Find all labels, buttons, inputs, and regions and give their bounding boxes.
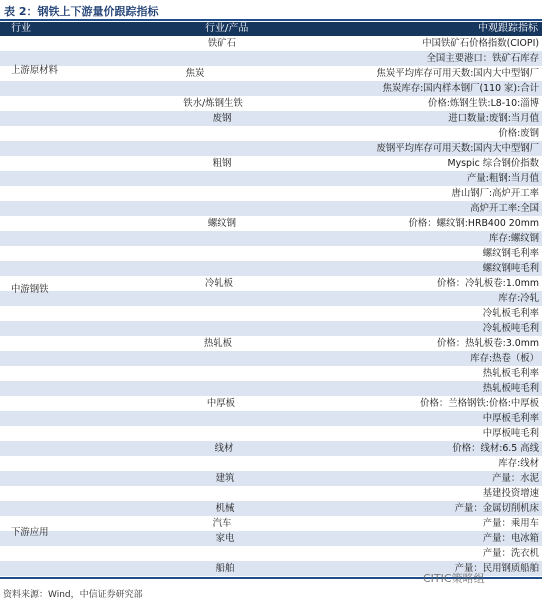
category-label: 下游应用 <box>11 527 49 538</box>
indicator-cell: 库存:热卷（板） <box>470 353 539 364</box>
table-row <box>0 336 542 351</box>
product-cell: 热轧板 <box>203 338 233 349</box>
product-cell: 家电 <box>215 533 235 544</box>
table-row <box>0 456 542 471</box>
table-row <box>0 486 542 501</box>
indicator-cell: 价格：兰格钢铁:价格:中厚板 <box>420 398 539 409</box>
indicator-cell: 焦炭平均库存可用天数:国内大中型钢厂 <box>376 68 539 79</box>
table-row <box>0 201 542 216</box>
indicator-cell: 产量：洗衣机 <box>482 548 539 559</box>
product-cell: 铁水/炼钢生铁 <box>183 98 243 109</box>
product-cell: 中厚板 <box>206 398 236 409</box>
table-row <box>0 441 542 456</box>
header-indicator: 中观跟踪指标 <box>478 23 538 34</box>
table-title: 表 2：钢铁上下游量价跟踪指标 <box>4 5 159 18</box>
table-row <box>0 216 542 231</box>
table-row <box>0 96 542 111</box>
indicator-cell: 产量：民用钢质船舶 <box>454 563 539 574</box>
table-row <box>0 306 542 321</box>
indicator-cell: 废钢平均库存可用天数:国内大中型钢厂 <box>376 143 539 154</box>
table-row <box>0 531 542 546</box>
indicator-cell: 中厚板毛利率 <box>482 413 539 424</box>
product-cell: 船舶 <box>215 563 235 574</box>
indicator-cell: 基建投资增速 <box>482 488 539 499</box>
indicator-cell: 中国铁矿石价格指数(CIOPI) <box>422 38 539 49</box>
table-row <box>0 111 542 126</box>
indicator-cell: 库存:螺纹钢 <box>488 233 539 244</box>
indicator-cell: 库存:线材 <box>498 458 539 469</box>
table-row <box>0 51 542 66</box>
table-row <box>0 516 542 531</box>
indicator-cell: 产量：金属切削机床 <box>454 503 539 514</box>
product-cell: 机械 <box>215 503 235 514</box>
product-cell: 线材 <box>214 443 234 454</box>
indicator-cell: 全国主要港口：铁矿石库存 <box>426 53 539 64</box>
table-row <box>0 351 542 366</box>
indicator-cell: 产量：电冰箱 <box>482 533 539 544</box>
table-row <box>0 501 542 516</box>
product-cell: 焦炭 <box>185 68 205 79</box>
table-row <box>0 276 542 291</box>
header-product: 行业/产品 <box>205 23 249 34</box>
indicator-cell: 产量：水泥 <box>492 473 539 484</box>
table-row <box>0 321 542 336</box>
table-row <box>0 396 542 411</box>
table-row <box>0 261 542 276</box>
indicator-cell: 中厚板吨毛利 <box>482 428 539 439</box>
indicator-cell: 库存:冷轧 <box>498 293 539 304</box>
indicator-cell: 冷轧板吨毛利 <box>482 323 539 334</box>
product-cell: 冷轧板 <box>204 278 234 289</box>
indicator-cell: Myspic 综合钢价指数 <box>447 158 539 169</box>
watermark: CITIC策略组 <box>423 572 485 585</box>
product-cell: 建筑 <box>215 473 235 484</box>
product-cell: 粗钢 <box>212 158 232 169</box>
indicator-cell: 价格：热轧板卷:3.0mm <box>437 338 539 349</box>
indicator-cell: 产量:粗钢:当月值 <box>467 173 539 184</box>
category-label: 中游钢铁 <box>11 284 49 295</box>
indicator-cell: 冷轧板毛利率 <box>482 308 539 319</box>
table-row <box>0 66 542 81</box>
table-row <box>0 186 542 201</box>
indicator-cell: 价格：螺纹钢:HRB400 20mm <box>408 218 539 229</box>
indicator-cell: 价格：线材:6.5 高线 <box>452 443 539 454</box>
indicator-cell: 价格:炼钢生铁:L8-10:淄博 <box>428 98 539 109</box>
indicator-cell: 螺纹钢吨毛利 <box>482 263 539 274</box>
indicator-cell: 唐山钢厂:高炉开工率 <box>451 188 539 199</box>
header-industry: 行业 <box>11 23 31 34</box>
table-body <box>0 36 542 576</box>
table-row <box>0 546 542 561</box>
product-cell: 废钢 <box>212 113 232 124</box>
product-cell: 铁矿石 <box>207 38 237 49</box>
source-note: 资料来源：Wind，中信证券研究部 <box>3 590 143 600</box>
table-row <box>0 291 542 306</box>
indicator-cell: 螺纹钢毛利率 <box>482 248 539 259</box>
indicator-cell: 价格:废钢 <box>498 128 539 139</box>
table-row <box>0 81 542 96</box>
table-row <box>0 426 542 441</box>
product-cell: 螺纹钢 <box>207 218 237 229</box>
indicator-cell: 高炉开工率:全国 <box>470 203 539 214</box>
table-row <box>0 156 542 171</box>
indicator-cell: 热轧板毛利率 <box>482 368 539 379</box>
category-label: 上游原材料 <box>11 65 58 76</box>
indicator-cell: 价格：冷轧板卷:1.0mm <box>437 278 539 289</box>
product-cell: 汽车 <box>212 518 232 529</box>
table-row <box>0 231 542 246</box>
table-row <box>0 171 542 186</box>
table-header <box>0 22 542 36</box>
table-row <box>0 381 542 396</box>
indicator-cell: 热轧板吨毛利 <box>482 383 539 394</box>
table-row <box>0 126 542 141</box>
table-row <box>0 411 542 426</box>
table-row <box>0 36 542 51</box>
table-row <box>0 246 542 261</box>
indicator-cell: 产量：乘用车 <box>482 518 539 529</box>
table-row <box>0 141 542 156</box>
title-rule <box>0 19 542 21</box>
table-row <box>0 366 542 381</box>
indicator-cell: 焦炭库存:国内样本钢厂(110 家):合计 <box>382 83 539 94</box>
indicator-cell: 进口数量:废钢:当月值 <box>448 113 539 124</box>
table-row <box>0 471 542 486</box>
